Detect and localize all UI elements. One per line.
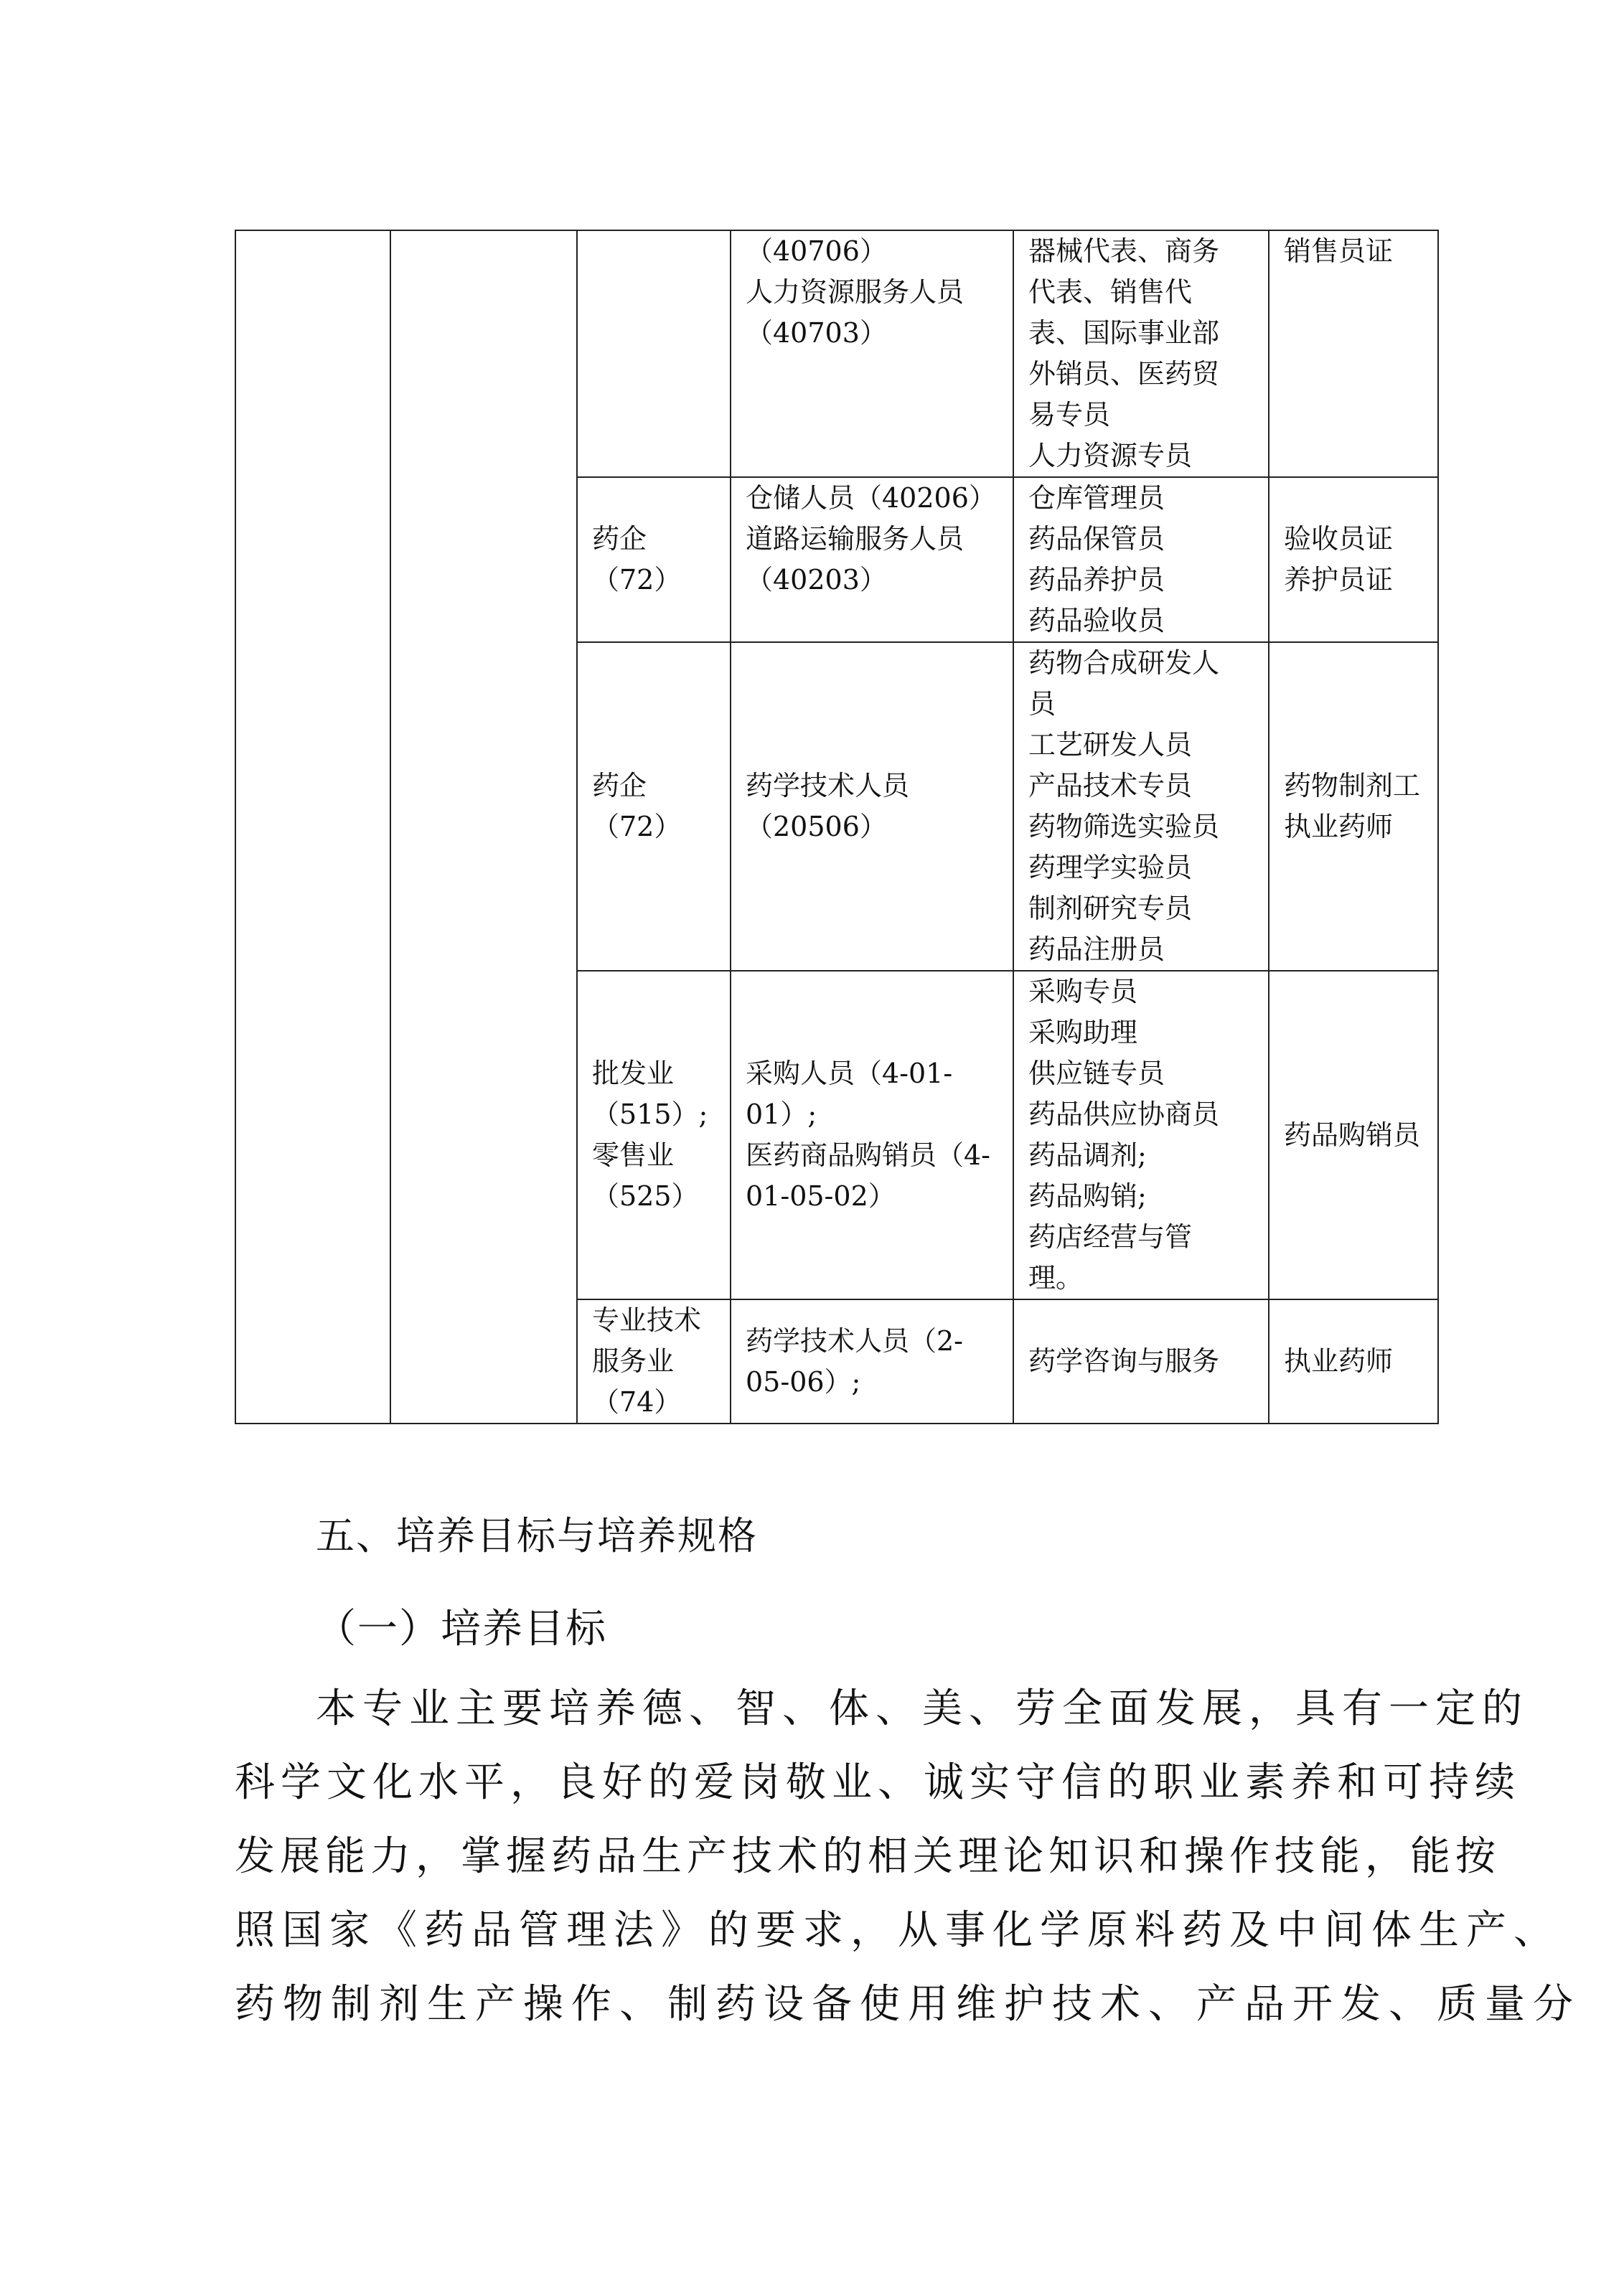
table-cell-jobs	[731, 1299, 1013, 1424]
cell-line: 01）;	[746, 1098, 817, 1130]
cell-line: （20506）	[746, 811, 887, 842]
cell-line: 药品购销;	[1028, 1180, 1147, 1212]
table-cell-major-class	[390, 230, 577, 1424]
cell-line: 医药商品购销员（4-	[746, 1139, 991, 1171]
cell-line: 药学技术人员（2-	[746, 1325, 964, 1357]
cell-line: 供应链专员	[1028, 1058, 1165, 1089]
cell-line: 专业技术	[592, 1304, 702, 1336]
cell-line: 批发业	[592, 1058, 675, 1089]
table-cell-jobs	[731, 642, 1013, 971]
cell-line: （40703）	[746, 317, 887, 349]
cell-line: 产品技术专员	[1028, 770, 1193, 801]
table-cell-positions	[1013, 971, 1269, 1299]
table-cell-jobs	[731, 971, 1013, 1299]
table-cell-industry	[577, 230, 731, 477]
cell-line: 外销员、医药贸	[1028, 358, 1220, 390]
cell-line: 养护员证	[1284, 564, 1394, 596]
section-heading: 五、培养目标与培养规格	[316, 1513, 758, 1558]
cell-line: （72）	[592, 564, 682, 596]
cell-line: （515）;	[592, 1098, 708, 1130]
cell-line: 理。	[1028, 1262, 1084, 1294]
cell-line: 道路运输服务人员	[746, 523, 964, 555]
cell-line: 员	[1028, 688, 1056, 720]
cell-line: （72）	[592, 811, 682, 842]
paragraph-line: 发展能力，掌握药品生产技术的相关理论知识和操作技能，能按	[235, 1833, 1501, 1880]
cell-line: （40706）	[746, 235, 887, 267]
cell-line: 仓储人员（40206）	[746, 482, 996, 514]
cell-line: 零售业	[592, 1139, 675, 1171]
cell-line: 药品保管员	[1028, 523, 1165, 555]
occupation-table	[235, 230, 1439, 1424]
table-cell-jobs	[731, 477, 1013, 642]
cell-line: 器械代表、商务	[1028, 235, 1220, 267]
cell-line: 药物筛选实验员	[1028, 811, 1220, 842]
cell-line: 采购人员（4-01-	[746, 1058, 953, 1089]
body-paragraph	[235, 1672, 1581, 2041]
cell-line: 药店经营与管	[1028, 1221, 1193, 1253]
cell-line: （525）	[592, 1180, 699, 1212]
paragraph-line: 药物制剂生产操作、制药设备使用维护技术、产品开发、质量分	[235, 1981, 1581, 2028]
table-cell-certificate	[1269, 642, 1438, 971]
cell-line: 药学咨询与服务	[1028, 1345, 1220, 1377]
table-cell-industry	[577, 1299, 731, 1424]
cell-line: 易专员	[1028, 399, 1111, 430]
cell-line: 采购助理	[1028, 1017, 1138, 1048]
cell-line: 销售员证	[1284, 235, 1394, 267]
cell-line: （74）	[592, 1386, 682, 1418]
table-cell-jobs	[731, 230, 1013, 477]
cell-line: 药品购销员	[1284, 1119, 1421, 1151]
table-cell-industry	[577, 642, 731, 971]
cell-line: 药企	[592, 770, 647, 801]
paragraph-line: 本专业主要培养德、智、体、美、劳全面发展，具有一定的	[316, 1685, 1529, 1732]
cell-line: 代表、销售代	[1028, 276, 1193, 308]
cell-line: 人力资源服务人员	[746, 276, 964, 308]
cell-line: （40203）	[746, 564, 887, 596]
cell-line: 药品供应协商员	[1028, 1098, 1220, 1130]
table-cell-industry	[577, 477, 731, 642]
table-cell-positions	[1013, 477, 1269, 642]
cell-line: 人力资源专员	[1028, 440, 1193, 471]
subsection-heading: （一）培养目标	[316, 1606, 607, 1652]
cell-line: 药品调剂;	[1028, 1139, 1147, 1171]
cell-line: 05-06）;	[746, 1365, 861, 1398]
cell-line: 药学技术人员	[746, 770, 910, 801]
cell-line: 执业药师	[1284, 1345, 1394, 1377]
cell-line: 仓库管理员	[1028, 482, 1165, 514]
table-cell-certificate	[1269, 230, 1438, 477]
cell-line: 制剂研究专员	[1028, 893, 1193, 924]
cell-line: 药品养护员	[1028, 564, 1165, 596]
table-cell-certificate	[1269, 477, 1438, 642]
cell-line: 药企	[592, 523, 647, 555]
cell-line: 药品注册员	[1028, 933, 1165, 965]
table-cell-positions	[1013, 1299, 1269, 1424]
table-cell-positions	[1013, 230, 1269, 477]
cell-line: 服务业	[592, 1345, 675, 1377]
paragraph-line: 科学文化水平，良好的爱岗敬业、诚实守信的职业素养和可持续	[235, 1759, 1521, 1806]
cell-line: 01-05-02）	[746, 1180, 896, 1212]
cell-line: 工艺研发人员	[1028, 729, 1193, 761]
paragraph-line: 照国家《药品管理法》的要求，从事化学原料药及中间体生产、	[235, 1907, 1561, 1954]
cell-line: 药品验收员	[1028, 605, 1165, 636]
table-cell-certificate	[1269, 971, 1438, 1299]
table-cell-certificate	[1269, 1299, 1438, 1424]
table-cell-major-category	[235, 230, 390, 1424]
cell-line: 药物合成研发人	[1028, 647, 1220, 679]
table-cell-positions	[1013, 642, 1269, 971]
cell-line: 执业药师	[1284, 811, 1394, 842]
cell-line: 表、国际事业部	[1028, 317, 1220, 349]
cell-line: 采购专员	[1028, 976, 1138, 1007]
cell-line: 验收员证	[1284, 523, 1394, 555]
table-row	[235, 230, 1438, 477]
cell-line: 药物制剂工	[1284, 770, 1421, 801]
cell-line: 药理学实验员	[1028, 852, 1193, 883]
table-cell-industry	[577, 971, 731, 1299]
